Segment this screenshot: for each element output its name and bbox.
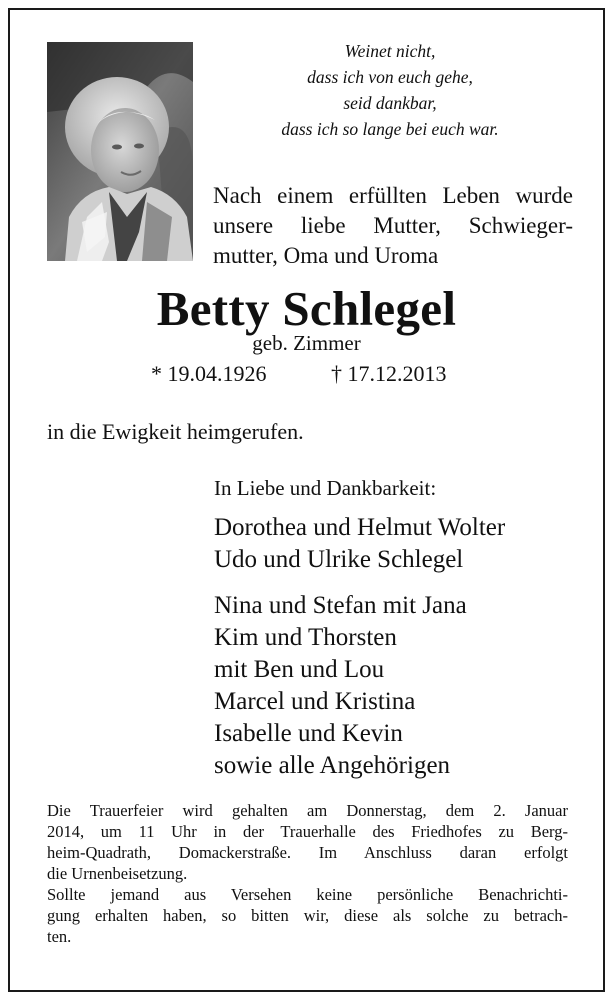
- notice-line: die Urnenbeisetzung.: [47, 864, 188, 883]
- notice-line: Die Trauerfeier wird gehalten am Donnerstag, dem 2. Januar: [47, 801, 568, 820]
- funeral-notice: [47, 800, 568, 947]
- birth-date: * 19.04.1926: [151, 361, 267, 386]
- poem-line: Weinet nicht,: [344, 41, 436, 61]
- portrait-photo: [47, 42, 193, 261]
- mourner-entry: Marcel und Kristina: [214, 688, 416, 715]
- death-date: † 17.12.2013: [331, 361, 447, 386]
- mourners-group-grandchildren: [214, 590, 467, 782]
- maiden-name: geb. Zimmer: [252, 331, 361, 355]
- mourner-entry: mit Ben und Lou: [214, 656, 385, 683]
- mourners-heading: In Liebe und Dankbarkeit:: [214, 476, 437, 500]
- mourners-group-children: [214, 512, 505, 576]
- notice-line: gung erhalten haben, so bitten wir, diese als solche zu betrach-: [47, 906, 568, 925]
- mourner-entry: Isabelle und Kevin: [214, 720, 403, 747]
- poem-line: dass ich von euch gehe,: [307, 67, 473, 87]
- notice-line: ten.: [47, 927, 72, 946]
- intro-line: Nach einem erfüllten Leben wurde: [213, 183, 573, 208]
- poem-line: dass ich so lange bei euch war.: [281, 119, 499, 139]
- poem: [200, 38, 580, 142]
- called-home-text: in die Ewigkeit heimgerufen.: [47, 419, 304, 444]
- mourner-entry: Kim und Thorsten: [214, 624, 397, 651]
- notice-line: 2014, um 11 Uhr in der Trauerhalle des Friedhofes zu Berg-: [47, 822, 568, 841]
- deceased-name: Betty Schlegel: [156, 281, 457, 336]
- mourner-entry: Dorothea und Helmut Wolter: [214, 514, 506, 541]
- mourner-entry: sowie alle Angehörigen: [214, 752, 451, 779]
- poem-line: seid dankbar,: [343, 93, 437, 113]
- mourner-entry: Udo und Ulrike Schlegel: [214, 546, 464, 573]
- intro-line: mutter, Oma und Uroma: [213, 243, 439, 268]
- intro-line: unsere liebe Mutter, Schwieger-: [213, 213, 573, 238]
- notice-line: heim-Quadrath, Domackerstraße. Im Anschluss daran erfolgt: [47, 843, 568, 862]
- intro-text: [213, 181, 573, 271]
- mourner-entry: Nina und Stefan mit Jana: [214, 592, 467, 619]
- notice-line: Sollte jemand aus Versehen keine persönliche Benachrichti-: [47, 885, 568, 904]
